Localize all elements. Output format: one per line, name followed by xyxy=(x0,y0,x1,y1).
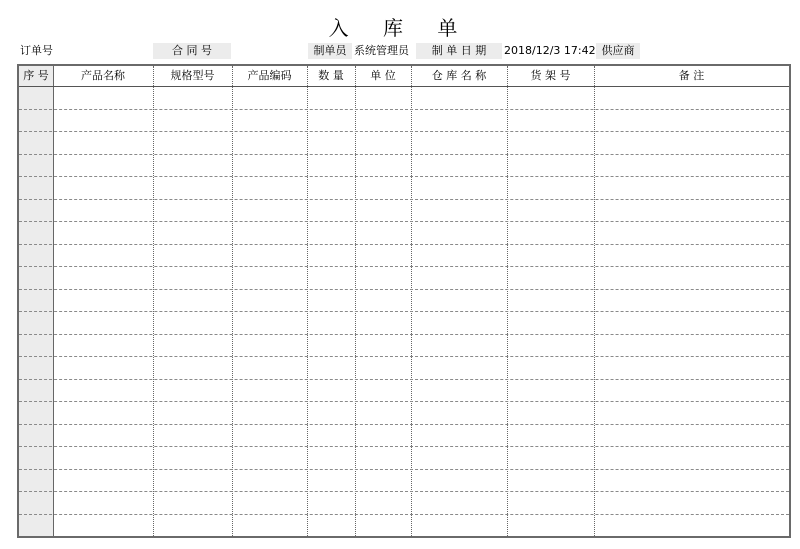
table-cell[interactable] xyxy=(53,446,153,469)
table-cell[interactable] xyxy=(53,199,153,222)
table-cell[interactable] xyxy=(507,491,594,514)
table-cell[interactable] xyxy=(232,221,307,244)
table-cell[interactable] xyxy=(232,266,307,289)
table-cell[interactable] xyxy=(53,266,153,289)
inbound-table xyxy=(17,64,791,538)
table-row xyxy=(19,379,789,402)
table-cell[interactable] xyxy=(411,109,507,132)
table-cell[interactable] xyxy=(355,109,411,132)
table-cell[interactable] xyxy=(355,199,411,222)
table-cell[interactable] xyxy=(19,469,53,492)
table-cell[interactable] xyxy=(507,356,594,379)
table-cell[interactable] xyxy=(594,401,789,424)
creator-field[interactable]: 系统管理员 xyxy=(354,44,409,57)
table-cell[interactable] xyxy=(232,356,307,379)
column-header-spec: 规格型号 xyxy=(170,69,215,82)
table-cell[interactable] xyxy=(19,154,53,177)
table-cell[interactable] xyxy=(307,469,355,492)
table-cell[interactable] xyxy=(594,244,789,267)
table-row xyxy=(19,131,789,154)
table-cell[interactable] xyxy=(411,154,507,177)
table-cell[interactable] xyxy=(153,266,232,289)
table-cell[interactable] xyxy=(411,379,507,402)
table-cell[interactable] xyxy=(355,491,411,514)
table-row xyxy=(19,266,789,289)
table-cell[interactable] xyxy=(355,311,411,334)
table-row xyxy=(19,514,789,537)
table-cell[interactable] xyxy=(232,514,307,537)
table-cell[interactable] xyxy=(307,424,355,447)
table-cell[interactable] xyxy=(411,446,507,469)
table-cell[interactable] xyxy=(232,176,307,199)
table-cell[interactable] xyxy=(411,469,507,492)
table-cell[interactable] xyxy=(355,221,411,244)
column-header-product-code: 产品编码 xyxy=(247,69,292,82)
table-cell[interactable] xyxy=(411,266,507,289)
table-cell[interactable] xyxy=(307,401,355,424)
table-cell[interactable] xyxy=(411,401,507,424)
table-cell[interactable] xyxy=(19,514,53,537)
table-cell[interactable] xyxy=(19,334,53,357)
table-cell[interactable] xyxy=(153,109,232,132)
table-cell[interactable] xyxy=(594,289,789,312)
table-row xyxy=(19,491,789,514)
table-cell[interactable] xyxy=(153,356,232,379)
table-cell[interactable] xyxy=(307,379,355,402)
table-cell[interactable] xyxy=(53,356,153,379)
table-row xyxy=(19,469,789,492)
table-cell[interactable] xyxy=(355,379,411,402)
table-cell[interactable] xyxy=(594,109,789,132)
table-cell[interactable] xyxy=(53,86,153,109)
table-cell[interactable] xyxy=(232,244,307,267)
table-cell[interactable] xyxy=(307,86,355,109)
table-cell[interactable] xyxy=(507,446,594,469)
table-cell[interactable] xyxy=(53,469,153,492)
table-cell[interactable] xyxy=(153,469,232,492)
table-cell[interactable] xyxy=(507,199,594,222)
row-divider xyxy=(19,536,789,537)
table-cell[interactable] xyxy=(53,401,153,424)
table-cell[interactable] xyxy=(153,199,232,222)
table-cell[interactable] xyxy=(594,311,789,334)
table-cell[interactable] xyxy=(411,86,507,109)
table-cell[interactable] xyxy=(232,491,307,514)
table-cell[interactable] xyxy=(411,514,507,537)
table-cell[interactable] xyxy=(232,334,307,357)
table-cell[interactable] xyxy=(307,334,355,357)
table-row xyxy=(19,86,789,109)
table-cell[interactable] xyxy=(307,244,355,267)
table-cell[interactable] xyxy=(307,289,355,312)
page-title: 入 库 单 xyxy=(328,16,472,40)
table-cell[interactable] xyxy=(507,154,594,177)
table-cell[interactable] xyxy=(232,446,307,469)
table-cell[interactable] xyxy=(53,289,153,312)
supplier-label: 供应商 xyxy=(596,43,640,59)
table-cell[interactable] xyxy=(355,356,411,379)
table-cell[interactable] xyxy=(153,131,232,154)
table-cell[interactable] xyxy=(594,379,789,402)
table-cell[interactable] xyxy=(232,199,307,222)
contract-no-field[interactable] xyxy=(233,43,305,59)
table-cell[interactable] xyxy=(411,176,507,199)
date-label: 制 单 日 期 xyxy=(416,43,502,59)
table-cell[interactable] xyxy=(53,379,153,402)
table-cell[interactable] xyxy=(307,311,355,334)
table-cell[interactable] xyxy=(53,334,153,357)
table-row xyxy=(19,289,789,312)
table-row xyxy=(19,356,789,379)
table-cell[interactable] xyxy=(53,131,153,154)
table-cell[interactable] xyxy=(507,86,594,109)
table-cell[interactable] xyxy=(53,424,153,447)
table-cell[interactable] xyxy=(411,221,507,244)
table-cell[interactable] xyxy=(307,221,355,244)
table-cell[interactable] xyxy=(19,199,53,222)
table-cell[interactable] xyxy=(53,311,153,334)
table-row xyxy=(19,176,789,199)
table-cell[interactable] xyxy=(232,86,307,109)
column-header-quantity: 数 量 xyxy=(318,69,344,82)
table-cell[interactable] xyxy=(507,176,594,199)
table-cell[interactable] xyxy=(19,131,53,154)
column-header-product-name: 产品名称 xyxy=(81,69,125,82)
table-cell[interactable] xyxy=(53,176,153,199)
table-cell[interactable] xyxy=(355,424,411,447)
table-cell[interactable] xyxy=(594,469,789,492)
table-cell[interactable] xyxy=(19,266,53,289)
table-cell[interactable] xyxy=(507,401,594,424)
table-cell[interactable] xyxy=(232,289,307,312)
column-header-remarks: 备 注 xyxy=(678,69,705,82)
column-header-warehouse: 仓 库 名 称 xyxy=(431,69,487,82)
table-cell[interactable] xyxy=(355,154,411,177)
table-cell[interactable] xyxy=(232,401,307,424)
table-cell[interactable] xyxy=(153,311,232,334)
table-cell[interactable] xyxy=(153,334,232,357)
table-cell[interactable] xyxy=(153,221,232,244)
table-cell[interactable] xyxy=(355,86,411,109)
table-cell[interactable] xyxy=(507,514,594,537)
table-cell[interactable] xyxy=(411,356,507,379)
table-cell[interactable] xyxy=(19,379,53,402)
table-cell[interactable] xyxy=(153,491,232,514)
table-cell[interactable] xyxy=(53,491,153,514)
table-cell[interactable] xyxy=(355,266,411,289)
table-cell[interactable] xyxy=(153,86,232,109)
table-cell[interactable] xyxy=(153,446,232,469)
table-cell[interactable] xyxy=(507,424,594,447)
table-cell[interactable] xyxy=(153,424,232,447)
table-cell[interactable] xyxy=(594,154,789,177)
table-cell[interactable] xyxy=(594,356,789,379)
table-row xyxy=(19,334,789,357)
table-cell[interactable] xyxy=(53,514,153,537)
table-cell[interactable] xyxy=(153,176,232,199)
table-row xyxy=(19,221,789,244)
table-cell[interactable] xyxy=(307,356,355,379)
table-cell[interactable] xyxy=(19,446,53,469)
column-header-shelf-no: 货 架 号 xyxy=(530,69,571,82)
column-header-seq: 序 号 xyxy=(23,69,49,82)
table-cell[interactable] xyxy=(594,491,789,514)
table-cell[interactable] xyxy=(307,266,355,289)
table-cell[interactable] xyxy=(307,199,355,222)
order-no-label: 订单号 xyxy=(20,44,53,57)
table-cell[interactable] xyxy=(19,491,53,514)
table-cell[interactable] xyxy=(307,446,355,469)
table-row xyxy=(19,154,789,177)
table-cell[interactable] xyxy=(19,289,53,312)
table-cell[interactable] xyxy=(355,244,411,267)
table-cell[interactable] xyxy=(153,514,232,537)
table-cell[interactable] xyxy=(507,311,594,334)
table-cell[interactable] xyxy=(19,86,53,109)
table-cell[interactable] xyxy=(232,109,307,132)
date-field[interactable]: 2018/12/3 17:42 xyxy=(504,44,596,57)
table-cell[interactable] xyxy=(355,176,411,199)
table-cell[interactable] xyxy=(232,131,307,154)
table-cell[interactable] xyxy=(53,244,153,267)
table-cell[interactable] xyxy=(307,176,355,199)
table-cell[interactable] xyxy=(411,334,507,357)
creator-label: 制单员 xyxy=(308,43,352,59)
table-cell[interactable] xyxy=(153,401,232,424)
table-cell[interactable] xyxy=(153,154,232,177)
table-row xyxy=(19,244,789,267)
table-cell[interactable] xyxy=(411,311,507,334)
table-cell[interactable] xyxy=(355,131,411,154)
table-cell[interactable] xyxy=(594,266,789,289)
table-cell[interactable] xyxy=(355,446,411,469)
table-cell[interactable] xyxy=(355,289,411,312)
table-cell[interactable] xyxy=(19,424,53,447)
table-cell[interactable] xyxy=(307,154,355,177)
table-cell[interactable] xyxy=(53,221,153,244)
contract-no-label: 合 同 号 xyxy=(153,43,231,59)
table-cell[interactable] xyxy=(594,131,789,154)
table-cell[interactable] xyxy=(232,424,307,447)
table-cell[interactable] xyxy=(19,176,53,199)
table-cell[interactable] xyxy=(594,446,789,469)
table-cell[interactable] xyxy=(355,401,411,424)
table-cell[interactable] xyxy=(307,514,355,537)
order-no-field[interactable] xyxy=(55,43,150,59)
table-cell[interactable] xyxy=(507,109,594,132)
table-cell[interactable] xyxy=(411,244,507,267)
table-row xyxy=(19,401,789,424)
table-cell[interactable] xyxy=(355,469,411,492)
table-cell[interactable] xyxy=(411,199,507,222)
table-cell[interactable] xyxy=(507,379,594,402)
table-cell[interactable] xyxy=(594,221,789,244)
table-cell[interactable] xyxy=(307,491,355,514)
table-cell[interactable] xyxy=(507,244,594,267)
table-cell[interactable] xyxy=(594,199,789,222)
table-cell[interactable] xyxy=(355,514,411,537)
table-cell[interactable] xyxy=(19,401,53,424)
table-cell[interactable] xyxy=(53,154,153,177)
table-row xyxy=(19,199,789,222)
table-cell[interactable] xyxy=(232,469,307,492)
table-cell[interactable] xyxy=(307,131,355,154)
table-row xyxy=(19,109,789,132)
table-cell[interactable] xyxy=(507,131,594,154)
table-cell[interactable] xyxy=(19,311,53,334)
table-cell[interactable] xyxy=(19,109,53,132)
table-cell[interactable] xyxy=(507,266,594,289)
table-cell[interactable] xyxy=(19,244,53,267)
table-cell[interactable] xyxy=(411,424,507,447)
table-cell[interactable] xyxy=(594,514,789,537)
table-cell[interactable] xyxy=(153,379,232,402)
table-cell[interactable] xyxy=(307,109,355,132)
table-cell[interactable] xyxy=(507,469,594,492)
table-cell[interactable] xyxy=(411,491,507,514)
table-cell[interactable] xyxy=(594,176,789,199)
table-cell[interactable] xyxy=(232,379,307,402)
column-header-unit: 单 位 xyxy=(370,69,396,82)
supplier-field[interactable] xyxy=(642,43,790,59)
table-cell[interactable] xyxy=(594,424,789,447)
table-row xyxy=(19,424,789,447)
table-cell[interactable] xyxy=(153,289,232,312)
table-cell[interactable] xyxy=(355,334,411,357)
table-cell[interactable] xyxy=(19,221,53,244)
table-cell[interactable] xyxy=(153,244,232,267)
table-cell[interactable] xyxy=(53,109,153,132)
table-cell[interactable] xyxy=(232,154,307,177)
table-row xyxy=(19,311,789,334)
table-cell[interactable] xyxy=(411,131,507,154)
table-cell[interactable] xyxy=(507,289,594,312)
table-cell[interactable] xyxy=(594,86,789,109)
table-row xyxy=(19,446,789,469)
table-cell[interactable] xyxy=(411,289,507,312)
table-cell[interactable] xyxy=(19,356,53,379)
table-cell[interactable] xyxy=(232,311,307,334)
table-cell[interactable] xyxy=(594,334,789,357)
table-cell[interactable] xyxy=(507,334,594,357)
table-cell[interactable] xyxy=(507,221,594,244)
